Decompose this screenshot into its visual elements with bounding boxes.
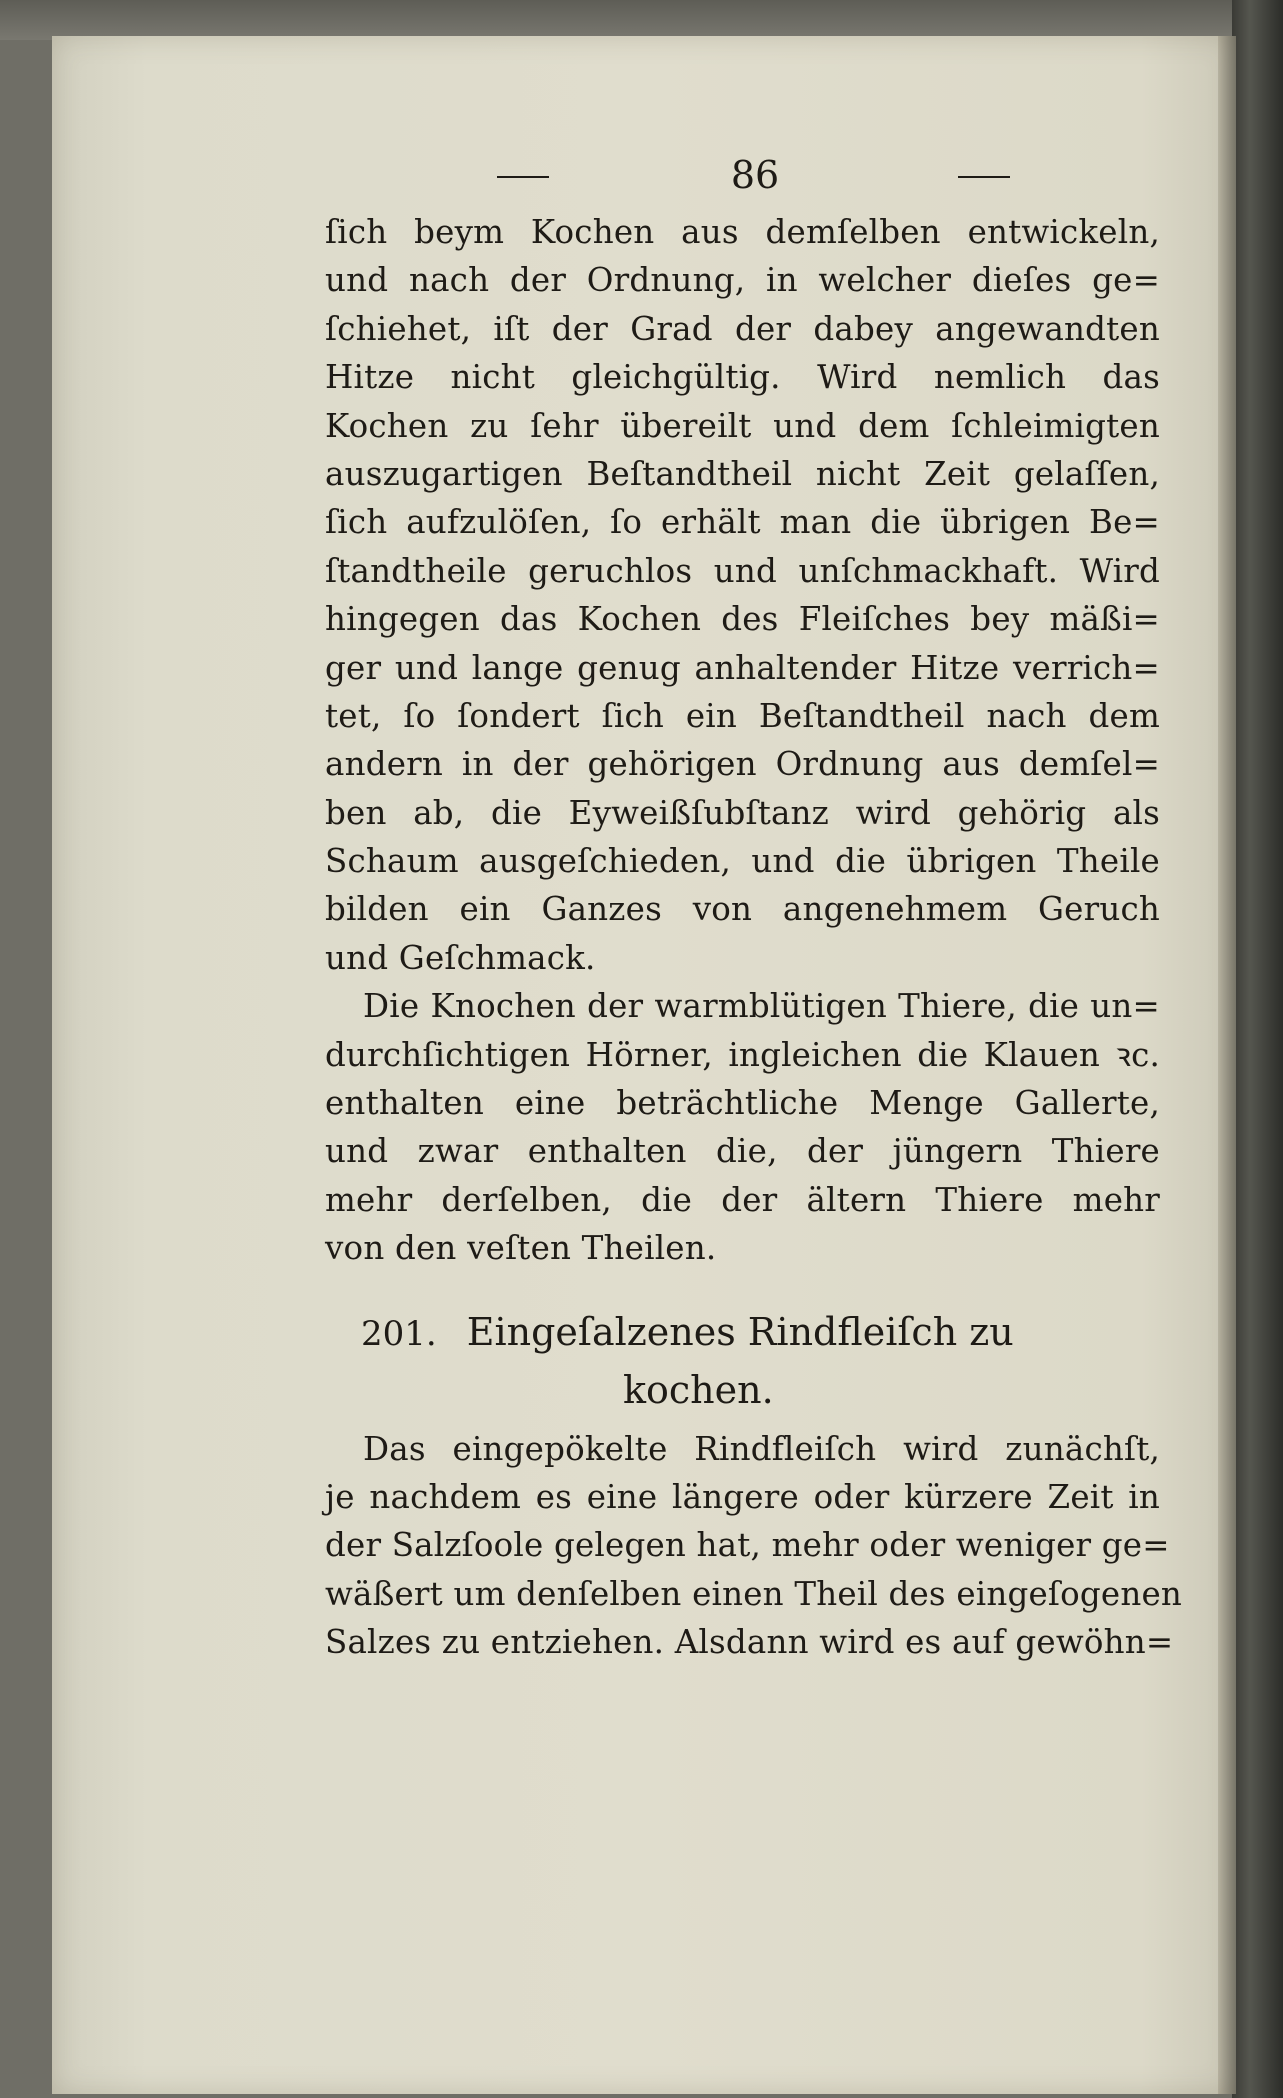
page-number: 86 — [730, 153, 780, 197]
text-line: mehr derſelben, die der ältern Thiere mehr — [325, 1180, 1160, 1219]
text-line: auszugartigen Beſtandtheil nicht Zeit gelaſſen, — [325, 454, 1160, 493]
text-line: Hitze nicht gleichgültig. Wird nemlich das — [325, 358, 1160, 397]
text-line: ſich aufzulöſen, ſo erhält man die übrigen Be= — [325, 503, 1160, 542]
text-line: durchſichtigen Hörner, ingleichen die Klauen ꝛc. — [325, 1035, 1160, 1074]
text-line: und nach der Ordnung, in welcher dieſes ge= — [325, 261, 1160, 300]
text-line: hingegen das Kochen des Fleiſches bey mäßi= — [325, 600, 1160, 639]
text-line: Salzes zu entziehen. Alsdann wird es auf gewöhn= — [325, 1623, 1174, 1662]
text-line: ſtandtheile geruchlos und unſchmackhaft. Wird — [325, 551, 1160, 590]
text-line: je nachdem es eine längere oder kürzere Zeit in — [325, 1477, 1160, 1516]
page-gutter-shadow — [1218, 36, 1236, 2094]
section-heading-line-1 — [325, 1303, 1160, 1361]
text-line: Schaum ausgeſchieden, und die übrigen Theile — [325, 842, 1160, 881]
text-line: ben ab, die Eyweißſubſtanz wird gehörig als — [325, 793, 1160, 832]
text-line: bilden ein Ganzes von angenehmem Geruch — [325, 890, 1160, 929]
paragraph-continuation — [325, 208, 1160, 982]
text-line: ger und lange genug anhaltender Hitze verrich= — [325, 648, 1160, 687]
text-line: und Geſchmack. — [325, 938, 596, 977]
section-heading — [325, 1303, 1160, 1419]
text-line: und zwar enthalten die, der jüngern Thiere — [325, 1132, 1160, 1171]
paragraph-salted-beef — [325, 1425, 1183, 1667]
text-line: ſchiehet, iſt der Grad der dabey angewandten — [325, 309, 1160, 348]
header-dash-right — [958, 176, 1010, 178]
text-line: Kochen zu ſehr übereilt und dem ſchleimigten — [325, 406, 1160, 445]
text-line: der Salzſoole gelegen hat, mehr oder weniger ge= — [325, 1526, 1170, 1565]
scan-backdrop-top — [0, 0, 1283, 40]
section-title-part-1: Eingeſalzenes Rindfleiſch zu — [466, 1309, 1014, 1354]
text-line: andern in der gehörigen Ordnung aus demſel= — [325, 745, 1160, 784]
scan-backdrop-right — [1232, 0, 1283, 2098]
text-line: Das eingepökelte Rindfleiſch wird zunächſt, — [363, 1429, 1160, 1468]
text-line: Die Knochen der warmblütigen Thiere, die un= — [363, 987, 1160, 1026]
section-number: 201. — [361, 1313, 437, 1354]
paragraph-bones — [325, 982, 1160, 1272]
text-line: von den veſten Theilen. — [325, 1229, 717, 1268]
text-line: wäßert um denſelben einen Theil des eingeſogenen — [325, 1574, 1183, 1613]
text-line: enthalten eine beträchtliche Menge Gallerte, — [325, 1084, 1160, 1123]
header-dash-left — [497, 176, 549, 178]
page-text-block — [325, 150, 1183, 1667]
text-line: tet, ſo ſondert ſich ein Beſtandtheil nach dem — [325, 696, 1160, 735]
section-title-part-2: kochen. — [623, 1367, 774, 1412]
text-line: ſich beym Kochen aus demſelben entwickeln, — [325, 213, 1160, 251]
page-header — [325, 150, 1160, 208]
